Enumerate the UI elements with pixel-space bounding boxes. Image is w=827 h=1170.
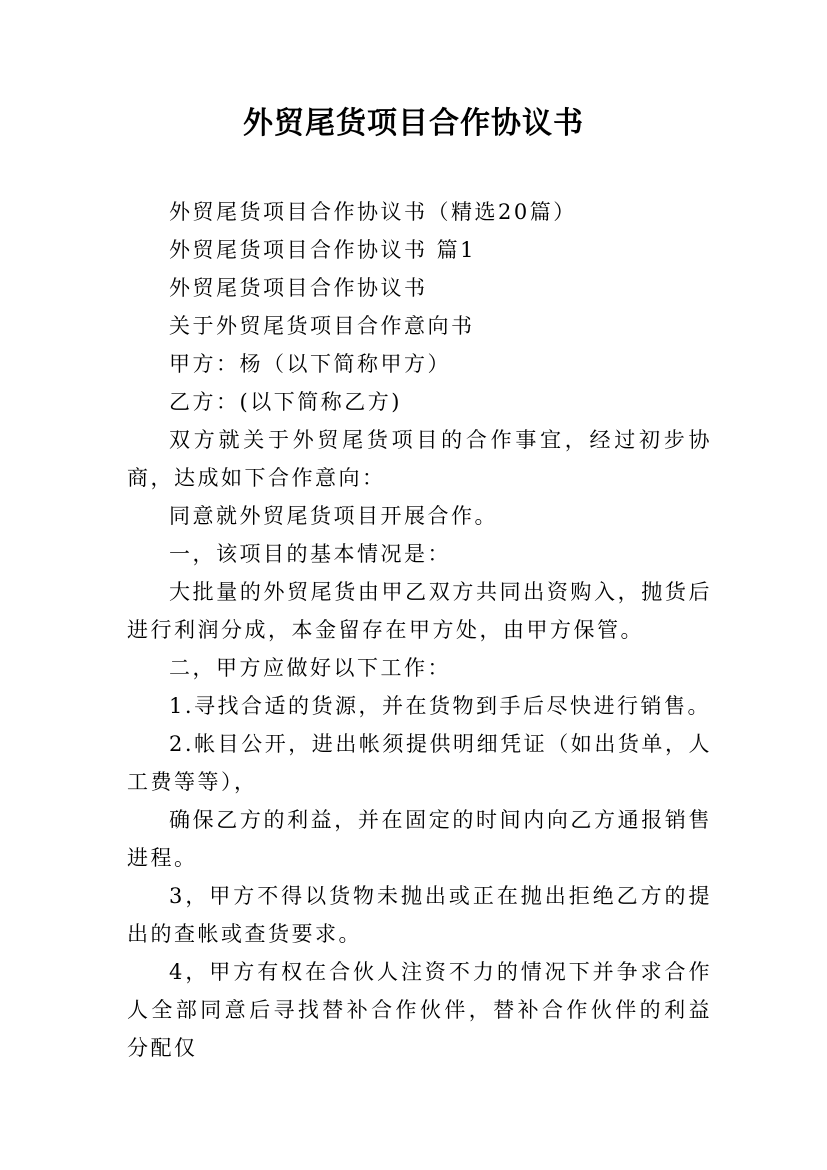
paragraph: 3，甲方不得以货物未抛出或正在抛出拒绝乙方的提出的查帐或查货要求。 (127, 884, 712, 946)
paragraph: 乙方：(以下简称乙方) (169, 390, 402, 414)
paragraph: 4，甲方有权在合伙人注资不力的情况下并争求合作人全部同意后寻找替补合作伙伴，替补合作伙伴的利益分配仅 (127, 960, 712, 1060)
paragraph: 双方就关于外贸尾货项目的合作事宜，经过初步协商，达成如下合作意向： (127, 428, 712, 490)
document-title: 外贸尾货项目合作协议书 (243, 106, 584, 141)
paragraph: 一，该项目的基本情况是： (169, 542, 451, 566)
paragraph: 外贸尾货项目合作协议书 篇1 (169, 238, 477, 262)
paragraph: 关于外贸尾货项目合作意向书 (169, 314, 475, 338)
paragraph: 同意就外贸尾货项目开展合作。 (169, 504, 498, 528)
document-body (127, 193, 712, 1067)
paragraph: 甲方：杨（以下简称甲方） (169, 352, 451, 376)
paragraph: 2.帐目公开，进出帐须提供明细凭证（如出货单，人工费等等）， (127, 732, 712, 794)
paragraph: 二，甲方应做好以下工作： (169, 656, 451, 680)
paragraph: 大批量的外贸尾货由甲乙双方共同出资购入，抛货后进行利润分成，本金留存在甲方处，由甲方保管。 (127, 580, 712, 642)
paragraph: 1.寻找合适的货源，并在货物到手后尽快进行销售。 (169, 694, 712, 718)
paragraph: 确保乙方的利益，并在固定的时间内向乙方通报销售进程。 (127, 808, 712, 870)
paragraph: 外贸尾货项目合作协议书 (169, 276, 428, 300)
paragraph: 外贸尾货项目合作协议书（精选20篇） (169, 200, 577, 224)
